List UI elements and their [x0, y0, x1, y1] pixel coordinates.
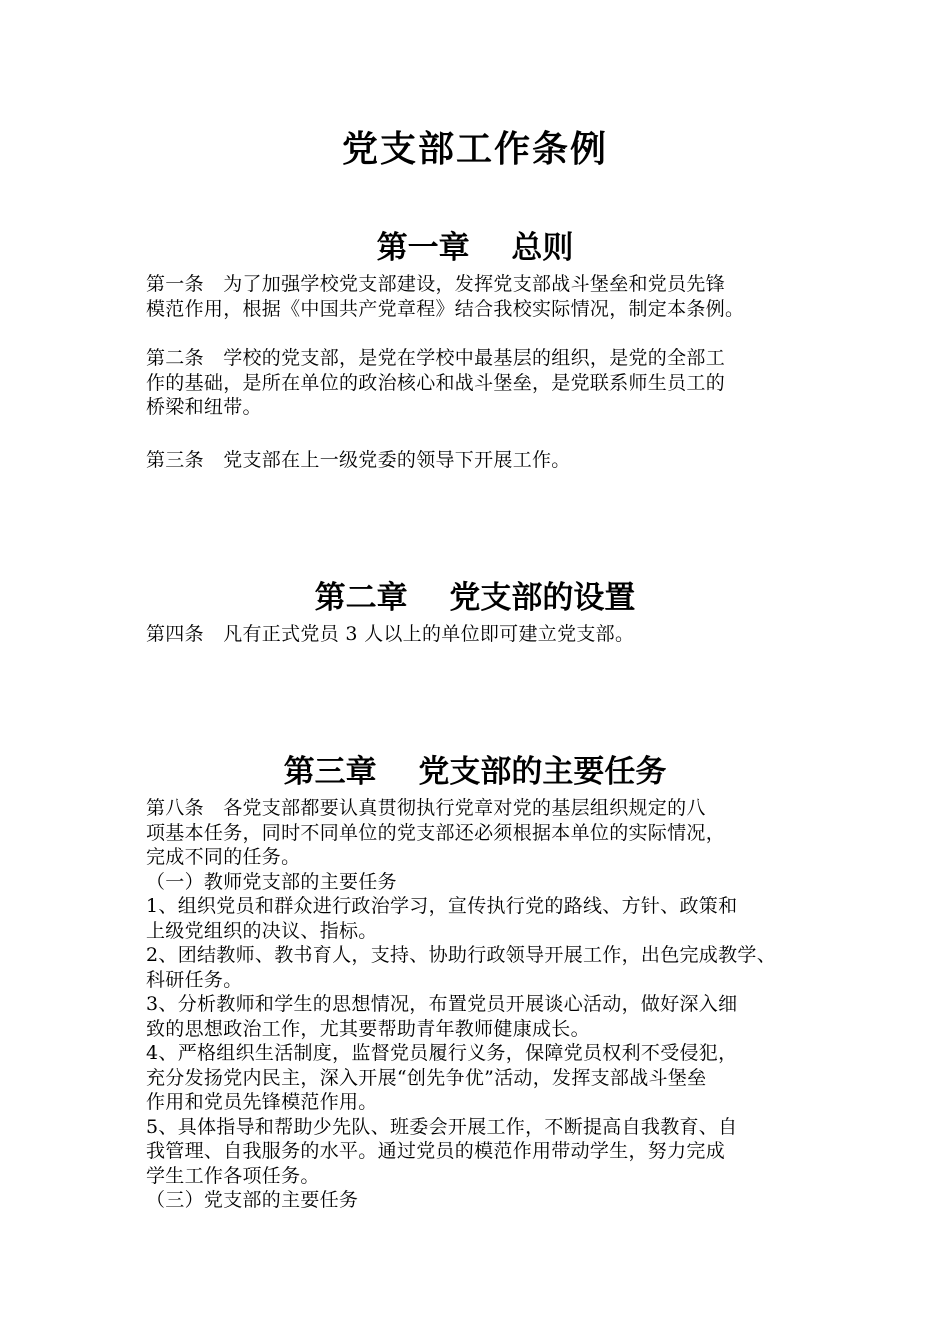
task-item-2-line: 2、团结教师、教书育人，支持、协助行政领导开展工作，出色完成教学、 — [146, 944, 776, 966]
article-8 — [146, 796, 826, 1213]
task-item-1-line: 1、组织党员和群众进行政治学习，宣传执行党的路线、方针、政策和 — [146, 895, 738, 917]
article-1 — [146, 272, 826, 321]
task-item-4-line: 4、严格组织生活制度，监督党员履行义务，保障党员权利不受侵犯， — [146, 1042, 738, 1064]
document-title: 党支部工作条例 — [341, 129, 608, 170]
article-3 — [146, 448, 826, 473]
task-item-4-line: 作用和党员先锋模范作用。 — [146, 1091, 378, 1113]
article-line: 第四条 凡有正式党员 3 人以上的单位即可建立党支部。 — [146, 623, 635, 645]
section-1-heading: （一）教师党支部的主要任务 — [146, 870, 397, 893]
task-item-2-line: 科研任务。 — [146, 968, 243, 991]
chapter-1-heading: 第一章 总则 — [376, 230, 574, 266]
task-item-5-line: 5、具体指导和帮助少先队、班委会开展工作，不断提高自我教育、自 — [146, 1115, 738, 1138]
article-line: 模范作用，根据《中国共产党章程》结合我校实际情况，制定本条例。 — [146, 297, 745, 320]
article-line: 项基本任务，同时不同单位的党支部还必须根据本单位的实际情况， — [146, 821, 726, 844]
task-item-3-line: 3、分析教师和学生的思想情况，布置党员开展谈心活动，做好深入细 — [146, 993, 738, 1015]
task-item-3-line: 致的思想政治工作，尤其要帮助青年教师健康成长。 — [146, 1017, 590, 1040]
article-line: 第一条 为了加强学校党支部建设，发挥党支部战斗堡垒和党员先锋 — [146, 273, 726, 295]
task-item-4-line: 充分发扬党内民主，深入开展“创先争优”活动，发挥支部战斗堡垒 — [146, 1066, 707, 1089]
task-item-5-line: 学生工作各项任务。 — [146, 1164, 320, 1187]
task-item-5-line: 我管理、自我服务的水平。通过党员的模范作用带动学生，努力完成 — [146, 1140, 726, 1162]
task-item-1-line: 上级党组织的决议、指标。 — [146, 919, 378, 942]
article-line: 桥梁和纽带。 — [146, 396, 262, 418]
article-line: 第八条 各党支部都要认真贯彻执行党章对党的基层组织规定的八 — [146, 797, 706, 819]
article-4 — [146, 622, 826, 647]
article-line: 完成不同的任务。 — [146, 846, 301, 868]
section-3-heading: （三）党支部的主要任务 — [146, 1189, 359, 1211]
article-line: 作的基础，是所在单位的政治核心和战斗堡垒，是党联系师生员工的 — [146, 371, 726, 394]
chapter-3-heading: 第三章 党支部的主要任务 — [283, 754, 667, 790]
article-line: 第二条 学校的党支部，是党在学校中最基层的组织，是党的全部工 — [146, 347, 726, 369]
chapter-2-heading: 第二章 党支部的设置 — [314, 580, 636, 616]
article-2 — [146, 346, 826, 420]
article-line: 第三条 党支部在上一级党委的领导下开展工作。 — [146, 449, 571, 471]
